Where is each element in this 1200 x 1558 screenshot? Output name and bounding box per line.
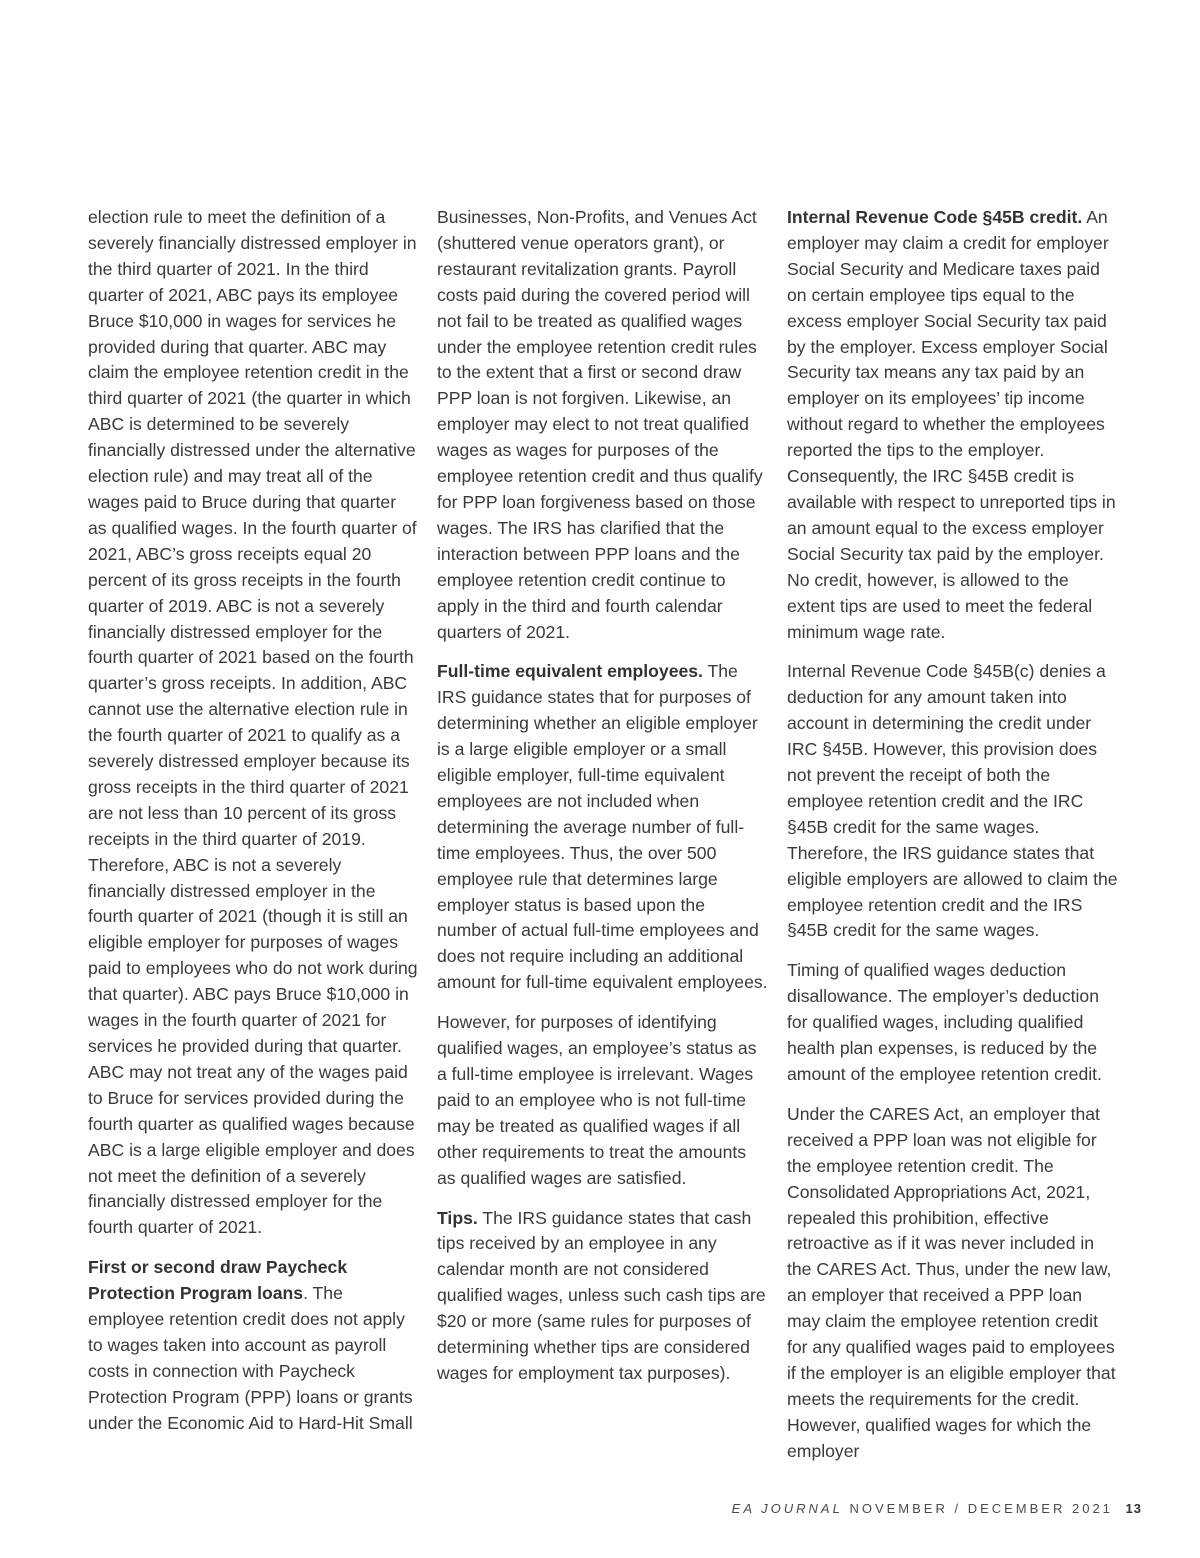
paragraph: However, for purposes of identifying qualified wages, an employee’s status as a full-time employee is irrelevant. Wages paid to an employee who is not full-time may be treated as qualified wages if all other requirements to treat the amounts as qualified wages are satisfied. (437, 1012, 757, 1188)
paragraph: election rule to meet the definition of a severely financially distressed employer in the third quarter of 2021. In the third quarter of 2021, ABC pays its employee Bruce $10,000 in wages for services he provided during that quarter. ABC may claim the employee retention credit in the third quarter of 2021 (the quarter in which ABC is determined to be severely financially distressed under the alternative election rule) and may treat all of the wages paid to Bruce during that quarter as qualified wages. In the fourth quarter of 2021, ABC’s gross receipts equal 20 percent of its gross receipts in the fourth quarter of 2019. ABC is not a severely financially distressed employer for the fourth quarter of 2021 based on the fourth quarter’s gross receipts. In addition, ABC cannot use the alternative election rule in the fourth quarter of 2021 to qualify as a severely distressed employer because its gross receipts in the third quarter of 2021 are not less than 10 percent of its gross receipts in the third quarter of 2019. Therefore, ABC is not a severely financially distressed employer in the fourth quarter of 2021 (though it is still an eligible employer for purposes of wages paid to employees who do not work during that quarter). ABC pays Bruce $10,000 in wages in the fourth quarter of 2021 for services he provided during that quarter. ABC may not treat any of the wages paid to Bruce for services provided during the fourth quarter as qualified wages because ABC is a large eligible employer and does not meet the definition of a severely financially distressed employer for the fourth quarter of 2021. (88, 207, 418, 1238)
paragraph-body: . The employee retention credit does not apply to wages taken into account as payroll costs in connection with Paycheck Protection Program (PPP) loans or grants under the Economic Aid to Hard-Hit Small (88, 1283, 413, 1433)
page-number: 13 (1125, 1501, 1142, 1516)
paragraph-heading: Tips. (437, 1207, 478, 1228)
paragraph: Under the CARES Act, an employer that received a PPP loan was not eligible for the employee retention credit. The Consolidated Appropriations Act, 2021, repealed this prohibition, effective retroactive as if it was never included in the CARES Act. Thus, under the new law, an employer that received a PPP loan may claim the employee retention credit for any qualified wages paid to employees if the employer is an eligible employer that meets the requirements for the credit. However, qualified wages for which the employer (787, 1103, 1116, 1461)
paragraph (437, 1206, 769, 1387)
paragraph (88, 1255, 418, 1436)
paragraph-heading: Full-time equivalent employees. (437, 661, 703, 682)
journal-name: EA JOURNAL (731, 1501, 843, 1516)
paragraph-heading: First or second draw Paycheck Protection Program loans (88, 1257, 348, 1304)
paragraph: Businesses, Non-Profits, and Venues Act (shuttered venue operators grant), or restaurant revitalization grants. Payroll costs paid during the covered period will not fail to be treated as qualified wages under the employee retention credit rules to the extent that a first or second draw PPP loan is not forgiven. Likewise, an employer may elect to not treat qualified wages as wages for purposes of the employee retention credit and thus qualify for PPP loan forgiveness based on those wages. The IRS has clarified that the interaction between PPP loans and the employee retention credit continue to apply in the third and fourth calendar quarters of 2021. (437, 207, 763, 642)
paragraph (437, 659, 769, 996)
paragraph: Timing of qualified wages deduction disallowance. The employer’s deduction for qualified wages, including qualified health plan expenses, is reduced by the amount of the employee retention credit. (787, 960, 1102, 1084)
paragraph-heading: Internal Revenue Code §45B credit. (787, 207, 1083, 227)
issue-date: NOVEMBER / DECEMBER 2021 (849, 1501, 1113, 1516)
text-column-1 (88, 205, 418, 1451)
paragraph (787, 205, 1119, 645)
paragraph-body: The IRS guidance states that cash tips received by an employee in any calendar month are not considered qualified wages, unless such cash tips are $20 or more (same rules for purposes of determining whether tips are considered wages for employment tax purposes). (437, 1207, 766, 1383)
paragraph-body: An employer may claim a credit for employer Social Security and Medicare taxes paid on certain employee tips equal to the excess employer Social Security tax paid by the employer. Excess employer Social Security tax means any tax paid by an employer on its employees’ tip income without regard to whether the employees reported the tips to the employer. Consequently, the IRC §45B credit is available with respect to unreported tips in an amount equal to the excess employer Social Security tax paid by the employer. No credit, however, is allowed to the extent tips are used to meet the federal minimum wage rate. (787, 207, 1116, 642)
paragraph: Internal Revenue Code §45B(c) denies a deduction for any amount taken into account in determining the credit under IRC §45B. However, this provision does not prevent the receipt of both the employee retention credit and the IRC §45B credit for the same wages. Therefore, the IRS guidance states that eligible employers are allowed to claim the employee retention credit and the IRS §45B credit for the same wages. (787, 661, 1118, 941)
text-column-3 (787, 205, 1119, 1479)
text-column-2 (437, 205, 769, 1401)
page-footer (732, 1501, 1142, 1516)
paragraph-body: The IRS guidance states that for purposes of determining whether an eligible employer is a large eligible employer or a small eligible employer, full-time equivalent employees are not included when determining the average number of full-time employees. Thus, the over 500 employee rule that determines large employer status is based upon the number of actual full-time employees and does not require including an additional amount for full-time equivalent employees. (437, 661, 768, 993)
